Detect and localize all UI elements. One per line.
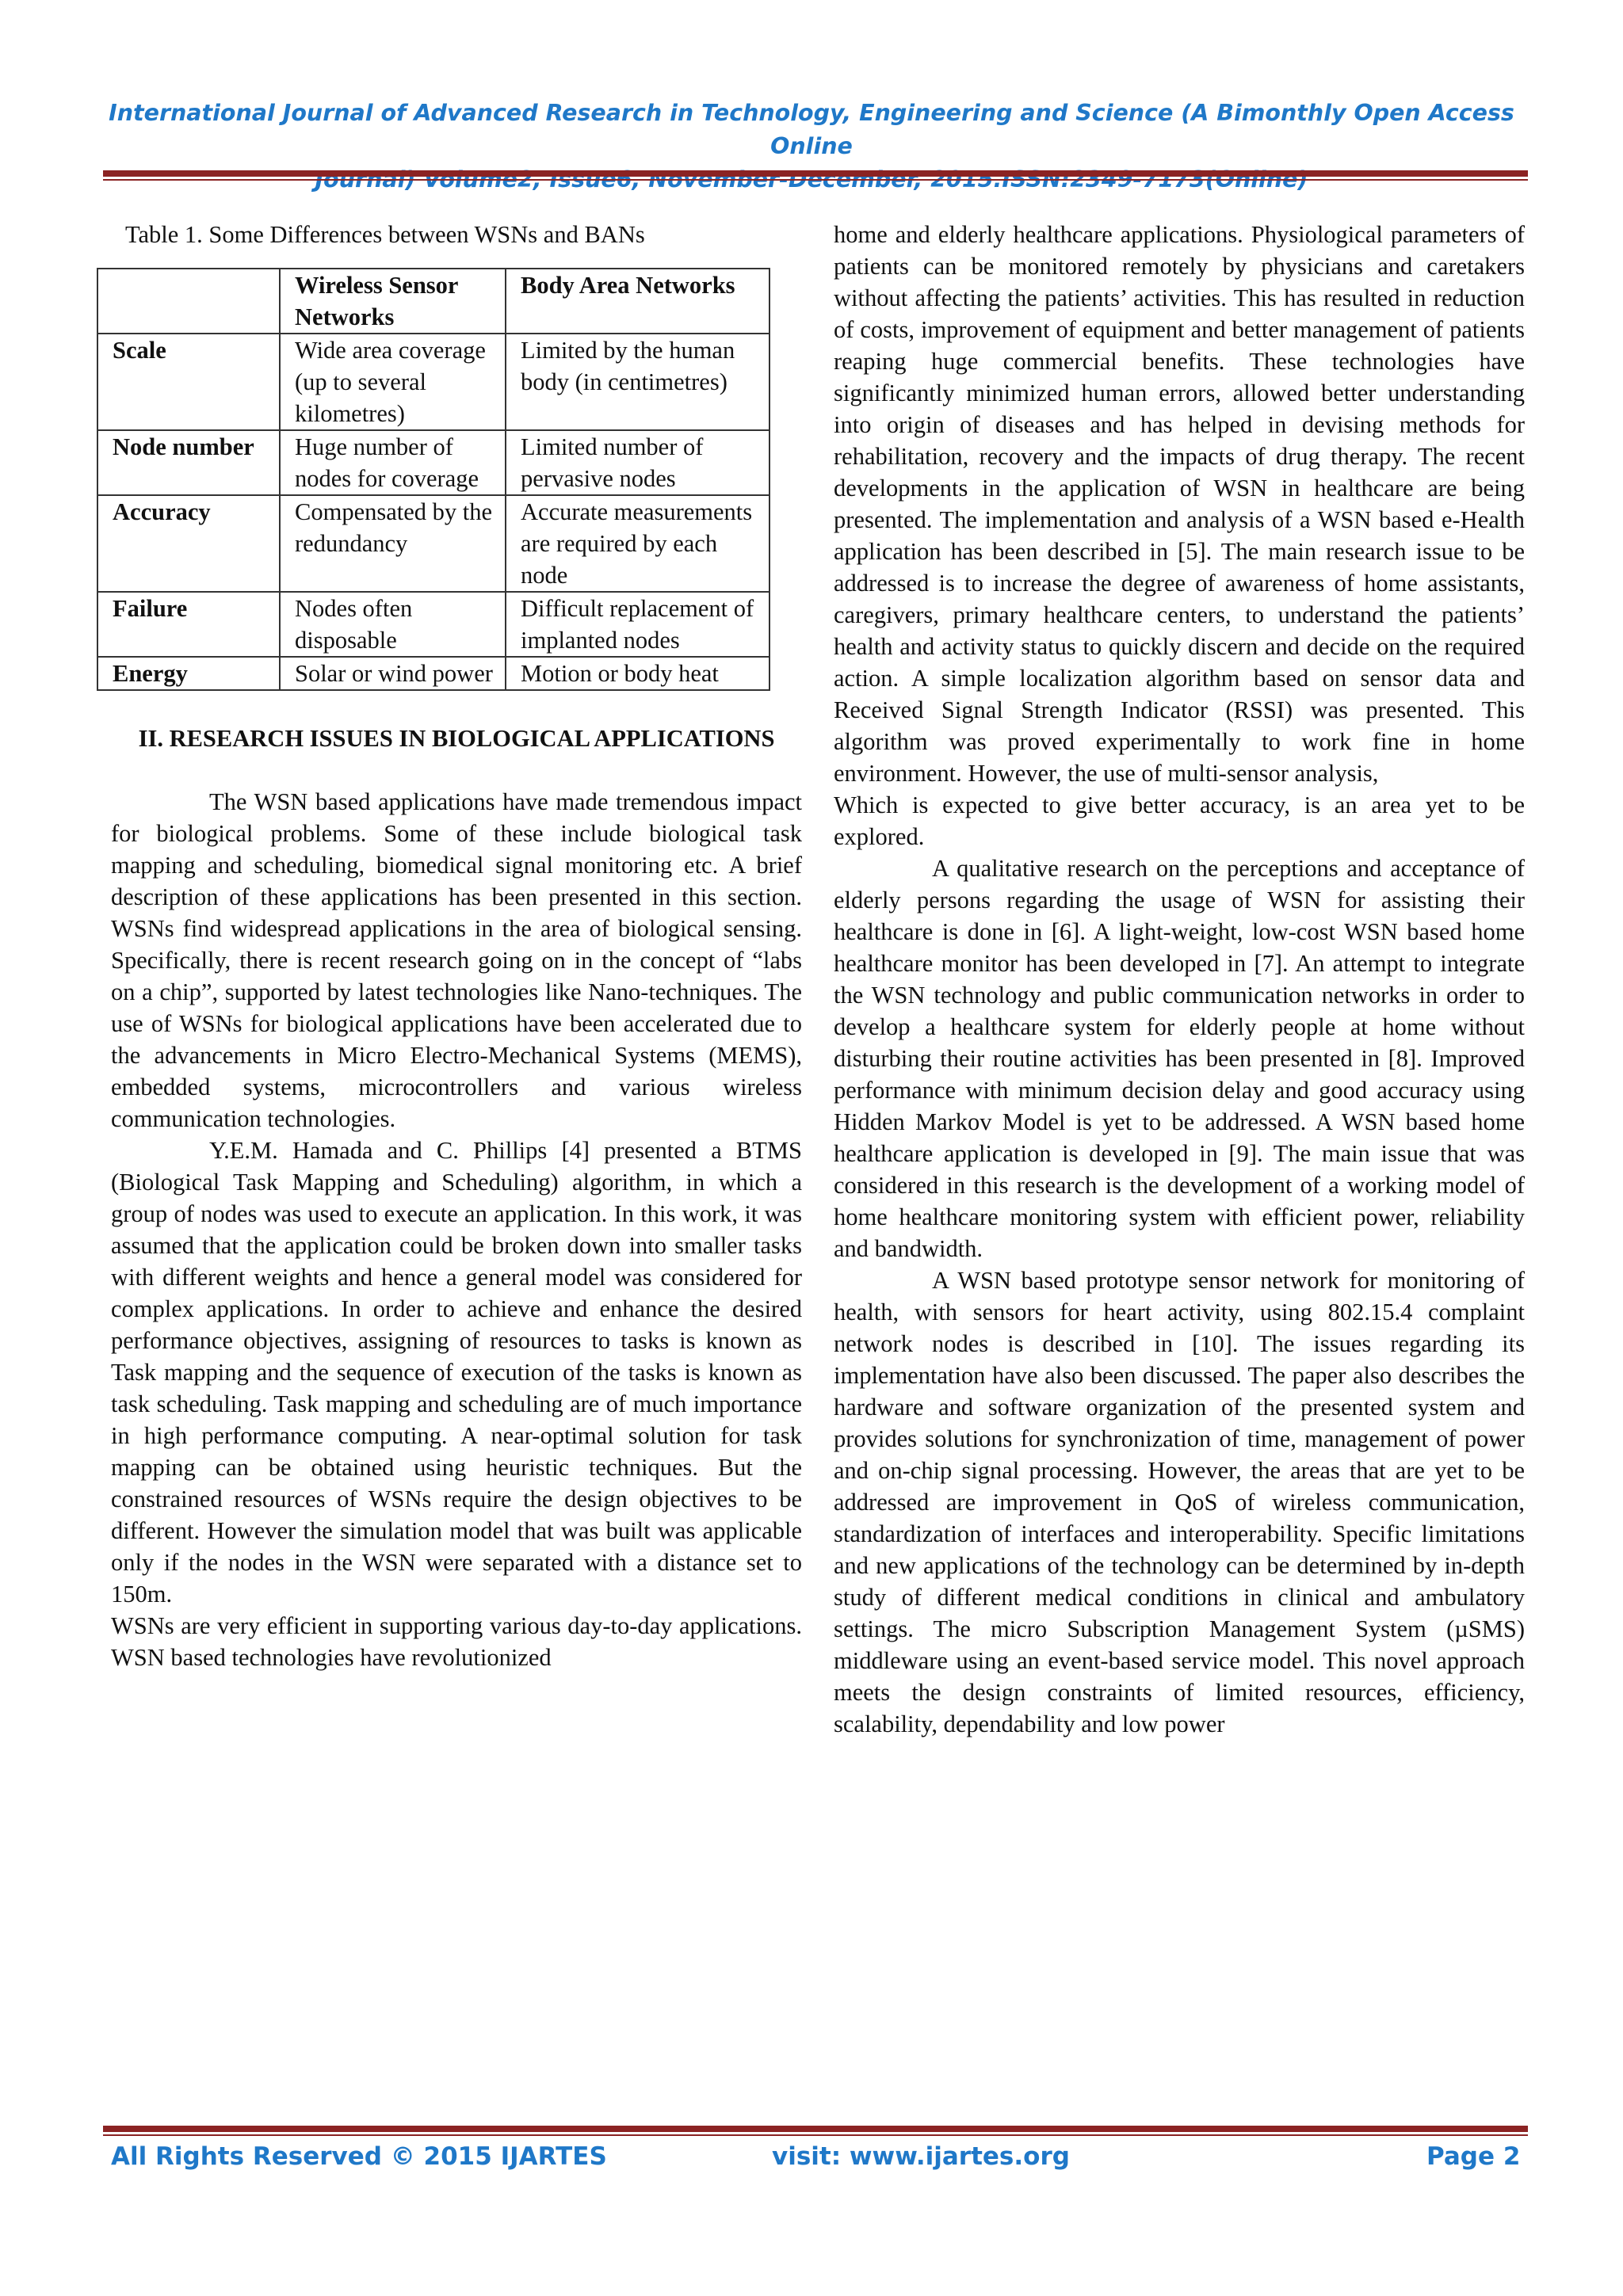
table-header-row [97, 269, 769, 334]
table-cell: Energy [97, 657, 280, 690]
header-line-1: International Journal of Advanced Research in Technology, Engineering and Science (A Bimonthly Open Access Online [109, 100, 1514, 159]
table-cell: Nodes often disposable [280, 592, 506, 657]
table-caption: Table 1. Some Differences between WSNs and BANs [125, 221, 645, 248]
section-heading: II. RESEARCH ISSUES IN BIOLOGICAL APPLICATIONS [138, 725, 775, 752]
paragraph: The WSN based applications have made tremendous impact for biological problems. Some of these include biological task mapping and scheduling, biomedical signal monitoring etc. A brief description of these applications has been presented in this section. WSNs find widespread applications in the area of biological sensing. Specifically, there is recent research going on in the concept of “labs on a chip”, supported by latest technologies like Nano-techniques. The use of WSNs for biological applications have been accelerated due to the advancements in Micro Electro-Mechanical Systems (MEMS), embedded systems, microcontrollers and various wireless communication technologies. [111, 788, 802, 1132]
table-header-cell [97, 269, 280, 334]
table-row [97, 334, 769, 430]
footer-rule-thin [103, 2134, 1528, 2136]
table-row [97, 495, 769, 592]
footer-visit-link[interactable]: visit: www.ijartes.org [772, 2142, 1070, 2171]
table-cell: Limited by the human body (in centimetres) [506, 334, 769, 430]
table-cell: Limited number of pervasive nodes [506, 430, 769, 495]
table-cell: Accuracy [97, 495, 280, 592]
table-cell: Wide area coverage (up to several kilometres) [280, 334, 506, 430]
table-cell: Motion or body heat [506, 657, 769, 690]
header-rule-thin [103, 179, 1528, 181]
table-cell: Scale [97, 334, 280, 430]
table-cell: Difficult replacement of implanted nodes [506, 592, 769, 657]
table-cell: Compensated by the redundancy [280, 495, 506, 592]
header-rule [103, 170, 1528, 177]
paragraph: A qualitative research on the perceptions and acceptance of elderly persons regarding the usage of WSN for assisting their healthcare is done in [6]. A light-weight, low-cost WSN based home healthcare monitor has been developed in [7]. An attempt to integrate the WSN technology and public communication networks in order to develop a healthcare system for elderly people at home without disturbing their routine activities has been presented in [8]. Improved performance with minimum decision delay and good accuracy using Hidden Markov Model is yet to be addressed. A WSN based home healthcare application is developed in [9]. The main issue that was considered in this research is the development of a working model of home healthcare monitoring system with efficient power, reliability and bandwidth. [834, 855, 1525, 1262]
footer-rule [103, 2126, 1528, 2132]
table-cell: Accurate measurements are required by each node [506, 495, 769, 592]
left-column [111, 219, 802, 1673]
paragraph: Which is expected to give better accuracy, is an area yet to be explored. [834, 791, 1525, 850]
journal-header [95, 97, 1528, 196]
table-cell: Node number [97, 430, 280, 495]
right-column [834, 219, 1525, 1740]
comparison-table [97, 268, 770, 691]
paragraph: Y.E.M. Hamada and C. Phillips [4] presented a BTMS (Biological Task Mapping and Scheduling) algorithm, in which a group of nodes was used to execute an application. In this work, it was assumed that the application could be broken down into smaller tasks with different weights and hence a general model was considered for complex applications. In order to achieve and enhance the desired performance objectives, assigning of resources to tasks is known as Task mapping and the sequence of execution of the tasks is known as task scheduling. Task mapping and scheduling are of much importance in high performance computing. A near-optimal solution for task mapping can be obtained using heuristic techniques. But the constrained resources of WSNs require the design objectives to be different. However the simulation model that was built was applicable only if the nodes in the WSN were separated with a distance set to 150m. [111, 1137, 802, 1608]
table-cell: Failure [97, 592, 280, 657]
table-cell: Huge number of nodes for coverage [280, 430, 506, 495]
footer-rights: All Rights Reserved © 2015 IJARTES [111, 2142, 607, 2171]
paragraph: WSNs are very efficient in supporting various day-to-day applications. WSN based technologies have revolutionized [111, 1612, 802, 1671]
table-cell: Solar or wind power [280, 657, 506, 690]
table-header-cell: Wireless Sensor Networks [280, 269, 506, 334]
paragraph: home and elderly healthcare applications. Physiological parameters of patients can be monitored remotely by physicians and caretakers without affecting the patients’ activities. This has resulted in reduction of costs, improvement of equipment and better management of patients reaping huge commercial benefits. These technologies have significantly minimized human errors, allowed better understanding into origin of diseases and has helped in devising methods for rehabilitation, recovery and the impacts of drug therapy. The recent developments in the application of WSN in healthcare are being presented. The implementation and analysis of a WSN based e-Health application has been described in [5]. The main research issue to be addressed is to increase the degree of awareness of home assistants, caregivers, primary healthcare centers, to understand the patients’ health and activity status to quickly discern and decide on the required action. A simple localization algorithm based on sensor data and Received Signal Strength Indicator (RSSI) was presented. This algorithm was proved experimentally to work fine in home environment. However, the use of multi-sensor analysis, [834, 221, 1525, 787]
table-row [97, 430, 769, 495]
table-row [97, 592, 769, 657]
table-row [97, 657, 769, 690]
paragraph: A WSN based prototype sensor network for monitoring of health, with sensors for heart activity, using 802.15.4 complaint network nodes is described in [10]. The issues regarding its implementation have also been discussed. The paper also describes the hardware and software organization of the presented system and provides solutions for synchronization of time, management of power and on-chip signal processing. However, the areas that are yet to be addressed are improvement in QoS of wireless communication, standardization of interfaces and interoperability. Specific limitations and new applications of the technology can be determined by in-depth study of different medical conditions in clinical and ambulatory settings. The micro Subscription Management System (µSMS) middleware using an event-based service model. This novel approach meets the design constraints of limited resources, efficiency, scalability, dependability and low power [834, 1267, 1525, 1737]
footer-page-number: Page 2 [1426, 2142, 1521, 2171]
table-header-cell: Body Area Networks [506, 269, 769, 334]
